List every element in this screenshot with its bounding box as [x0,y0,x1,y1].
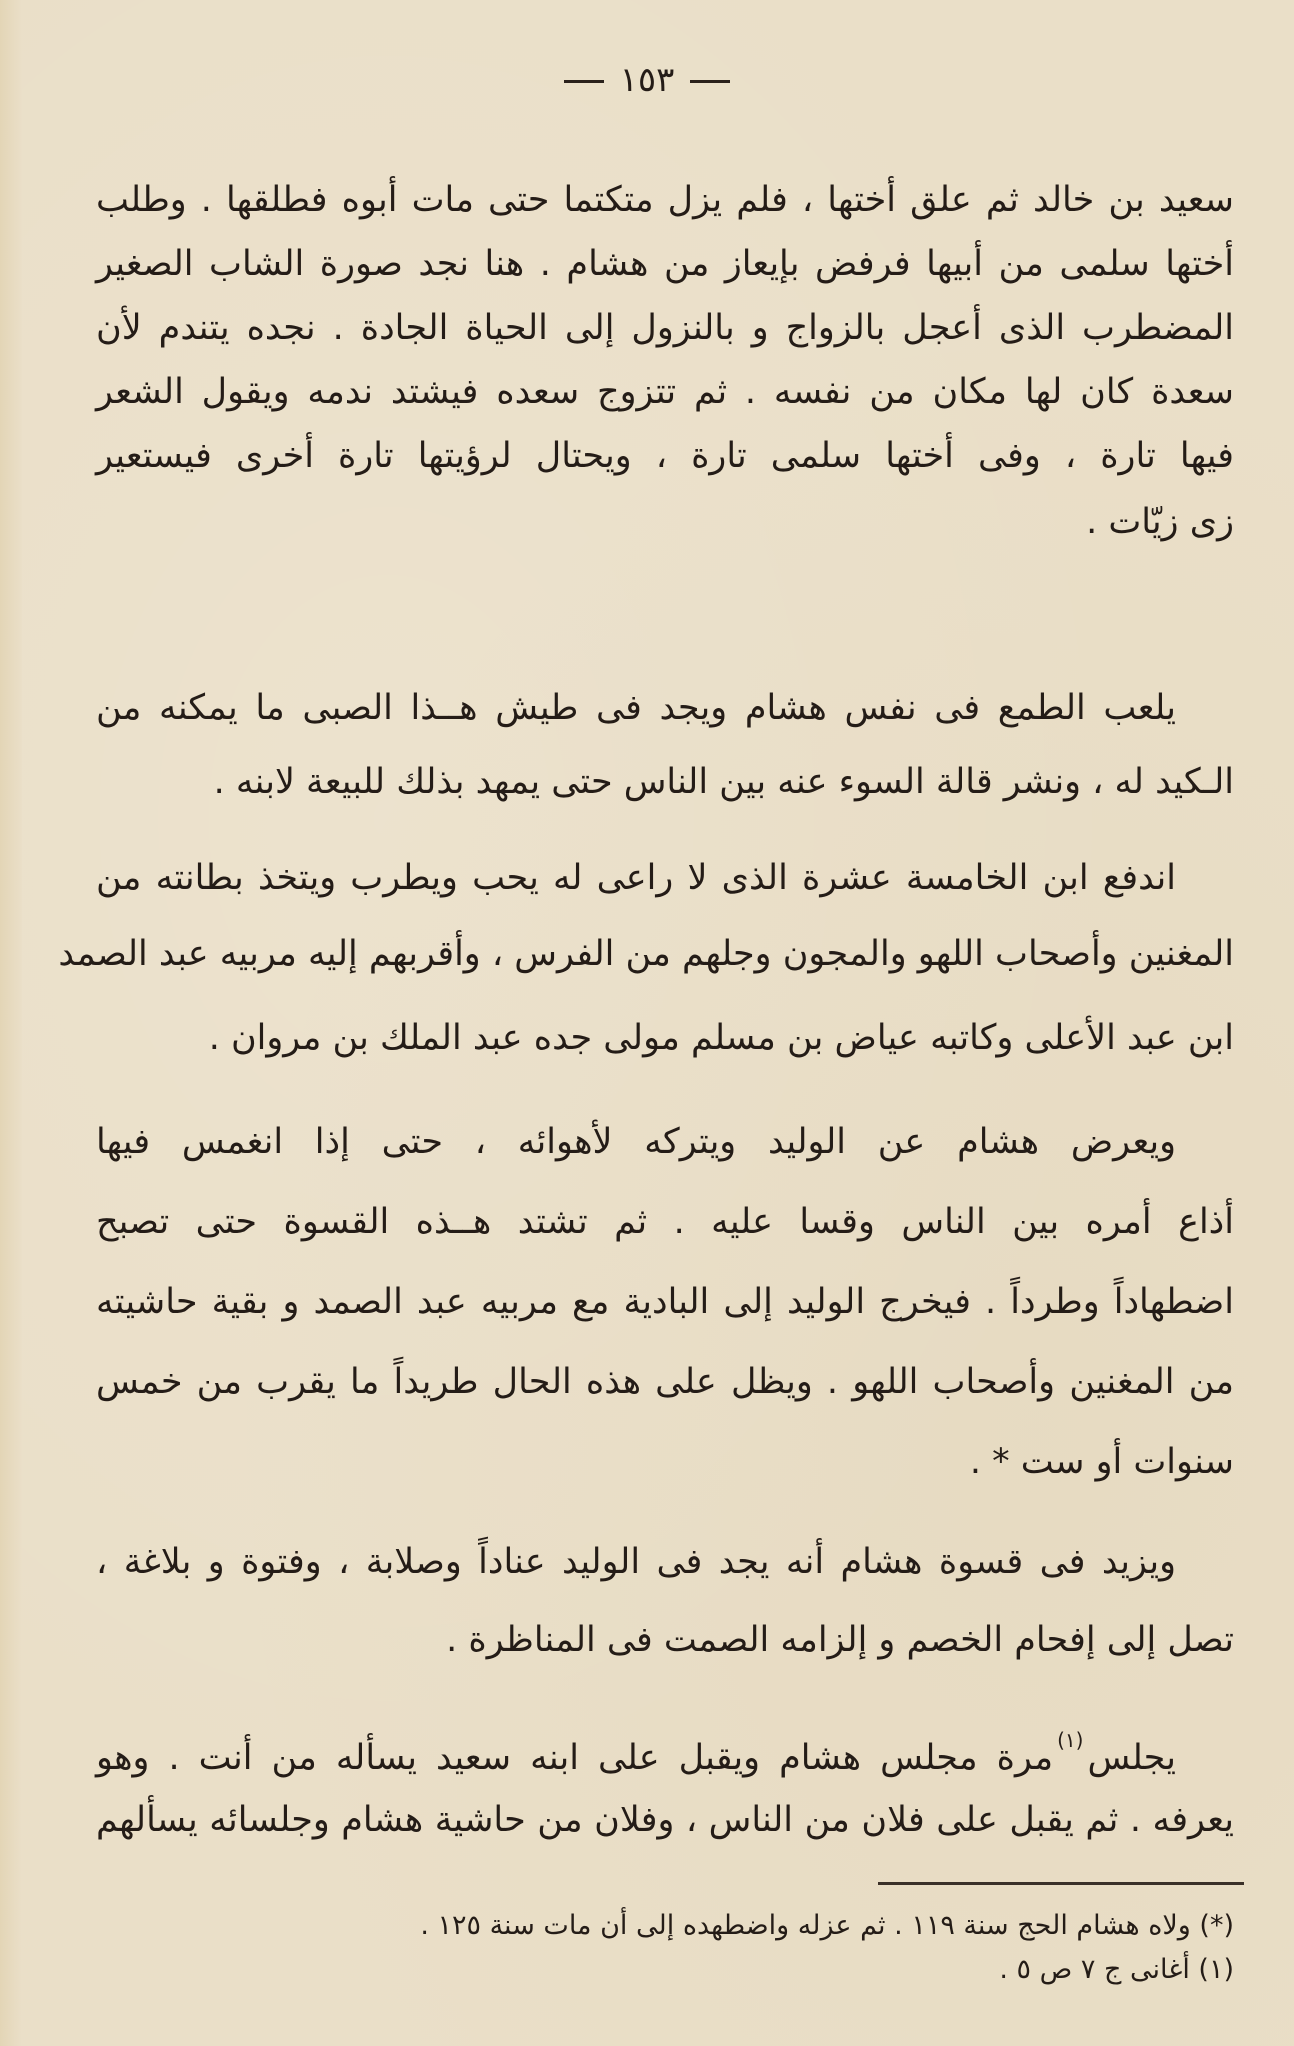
paragraph-1-line-4: سعدة كان لها مكان من نفسه . ثم تتزوج سعده فيشتد ندمه ويقول الشعر [96,372,1234,412]
paragraph-6-line-1 [96,1710,1176,1778]
paragraph-2-line-2: الـكيد له ، ونشر قالة السوء عنه بين الناس حتى يمهد بذلك للبيعة لابنه . [213,762,1234,802]
paragraph-4-line-4: من المغنين وأصحاب اللهو . ويظل على هذه الحال طريداً ما يقرب من خمس [96,1362,1234,1402]
page-number [0,56,1294,104]
paragraph-1-line-5: فيها تارة ، وفى أختها سلمى تارة ، ويحتال لرؤيتها تارة أخرى فيستعير [96,436,1234,476]
paragraph-4-line-5: سنوات أو ست * . [969,1442,1234,1482]
page-number-dash-left [564,80,604,83]
paragraph-1-line-6: زى زيّات . [1086,502,1234,542]
page-number-value: ١٥٣ [619,60,675,100]
paragraph-4-line-3: اضطهاداً وطرداً . فيخرج الوليد إلى البادية مع مربيه عبد الصمد و بقية حاشيته [96,1282,1234,1322]
paragraph-5-line-2: تصل إلى إفحام الخصم و إلزامه الصمت فى المناظرة . [446,1620,1234,1660]
footnote-asterisk: (*) ولاه هشام الحج سنة ١١٩ . ثم عزله واضطهده إلى أن مات سنة ١٢٥ . [420,1910,1234,1941]
paragraph-1-line-1: سعيد بن خالد ثم علق أختها ، فلم يزل متكتما حتى مات أبوه فطلقها . وطلب [96,180,1234,220]
paragraph-1-line-3: المضطرب الذى أعجل بالزواج و بالنزول إلى الحياة الجادة . نجده يتندم لأن [96,308,1234,348]
page-edge-shadow [0,0,22,2046]
page-number-dash-right [690,80,730,83]
footnote-1: (١) أغانى ج ٧ ص ٥ . [999,1954,1234,1985]
paragraph-6-line-2: يعرفه . ثم يقبل على فلان من الناس ، وفلان من حاشية هشام وجلسائه يسألهم [96,1800,1234,1840]
paragraph-6-line-1-start: يجلس [1087,1738,1176,1778]
paragraph-4-line-2: أذاع أمره بين الناس وقسا عليه . ثم تشتد هــذه القسوة حتى تصبح [96,1202,1234,1242]
footnote-marker-1: (١) [1057,1728,1084,1752]
paragraph-5-line-1: ويزيد فى قسوة هشام أنه يجد فى الوليد عناداً وصلابة ، وفتوة و بلاغة ، [96,1542,1176,1582]
paragraph-3-line-2: المغنين وأصحاب اللهو والمجون وجلهم من الفرس ، وأقربهم إليه مربيه عبد الصمد [58,934,1234,974]
paragraph-2-line-1: يلعب الطمع فى نفس هشام ويجد فى طيش هــذا الصبى ما يمكنه من [96,688,1176,728]
paragraph-3-line-1: اندفع ابن الخامسة عشرة الذى لا راعى له يحب ويطرب ويتخذ بطانته من [96,858,1176,898]
footnote-separator [878,1882,1244,1885]
paragraph-3-line-3: ابن عبد الأعلى وكاتبه عياض بن مسلم مولى جده عبد الملك بن مروان . [208,1018,1234,1058]
paragraph-6-line-1-rest: مرة مجلس هشام ويقبل على ابنه سعيد يسأله من أنت . وهو [96,1738,1054,1778]
paragraph-1-line-2: أختها سلمى من أبيها فرفض بإيعاز من هشام . هنا نجد صورة الشاب الصغير [96,244,1234,284]
paragraph-4-line-1: ويعرض هشام عن الوليد ويتركه لأهوائه ، حتى إذا انغمس فيها [96,1122,1176,1162]
